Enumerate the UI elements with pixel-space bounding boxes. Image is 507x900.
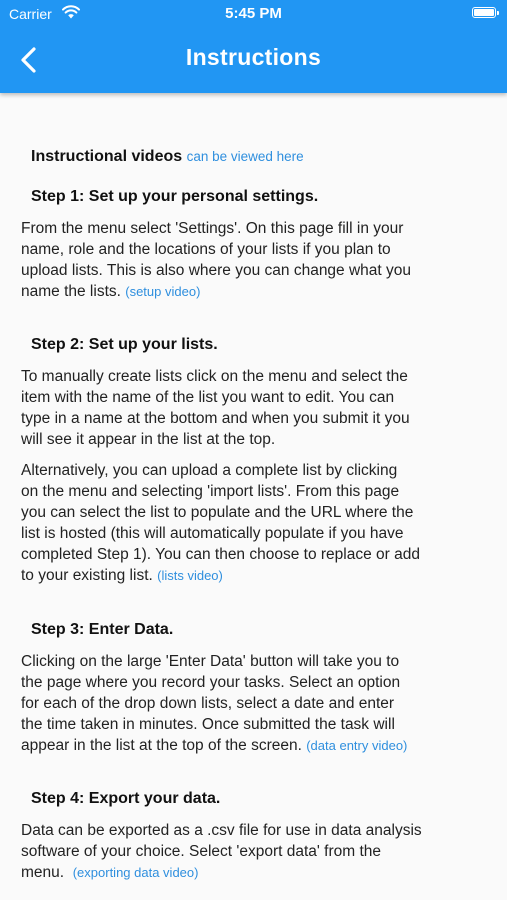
text-line: upload lists. This is also where you can change what you xyxy=(21,262,412,279)
data-entry-video-link[interactable]: (data entry video) xyxy=(306,738,408,753)
text-line: for each of the drop down lists, select a date and enter xyxy=(21,695,395,712)
intro-label: Instructional videos xyxy=(31,148,183,165)
battery-icon xyxy=(472,7,496,18)
text-line: list is hosted (this will automatically populate if you have xyxy=(21,525,404,542)
text-line: Alternatively, you can upload a complete list by clicking xyxy=(21,462,398,479)
intro-row xyxy=(31,148,304,166)
status-time: 5:45 PM xyxy=(225,5,282,22)
text-line-with-link: appear in the list at the top of the screen. (data entry video) xyxy=(21,737,408,754)
text-line: on the menu and selecting 'import lists'. From this page xyxy=(21,483,400,500)
text-line: you can select the list to populate and the URL where the xyxy=(21,504,414,521)
text-line: type in a name at the bottom and when you submit it you xyxy=(21,410,410,427)
step4-heading: Step 4: Export your data. xyxy=(31,790,221,807)
setup-video-link[interactable]: (setup video) xyxy=(125,284,201,299)
step4-text xyxy=(21,820,491,883)
text-line-with-link: name the lists. (setup video) xyxy=(21,283,201,300)
step1-heading: Step 1: Set up your personal settings. xyxy=(31,188,319,205)
text-line: Clicking on the large 'Enter Data' button will take you to xyxy=(21,653,400,670)
text-line: software of your choice. Select 'export data' from the xyxy=(21,843,382,860)
step3-text xyxy=(21,651,491,756)
step3-heading: Step 3: Enter Data. xyxy=(31,621,174,638)
text-line: To manually create lists click on the menu and select the xyxy=(21,368,408,385)
text-line: completed Step 1). You can then choose to replace or add xyxy=(21,546,420,563)
text-line: Data can be exported as a .csv file for use in data analysis xyxy=(21,822,422,839)
carrier-label: Carrier xyxy=(9,6,52,22)
status-bar xyxy=(0,0,507,28)
app-header xyxy=(0,0,507,93)
text-line: name, role and the locations of your lists if you plan to xyxy=(21,241,391,258)
videos-link[interactable]: can be viewed here xyxy=(186,149,304,164)
text-line: the page where you record your tasks. Select an option xyxy=(21,674,401,691)
text-line-with-link: to your existing list. (lists video) xyxy=(21,567,223,584)
text-line-with-link: menu. (exporting data video) xyxy=(21,864,199,881)
exporting-data-video-link[interactable]: (exporting data video) xyxy=(72,865,199,880)
step1-text xyxy=(21,218,491,302)
step2-text-2 xyxy=(21,460,491,586)
step2-text-1 xyxy=(21,366,491,450)
step2-heading: Step 2: Set up your lists. xyxy=(31,336,218,353)
text-line: will see it appear in the list at the top. xyxy=(21,431,276,448)
text-line: item with the name of the list you want to edit. You can xyxy=(21,389,395,406)
lists-video-link[interactable]: (lists video) xyxy=(157,568,223,583)
text-line: From the menu select 'Settings'. On this page fill in your xyxy=(21,220,404,237)
page-title: Instructions xyxy=(185,44,322,70)
text-line: the time taken in minutes. Once submitted the task will xyxy=(21,716,395,733)
